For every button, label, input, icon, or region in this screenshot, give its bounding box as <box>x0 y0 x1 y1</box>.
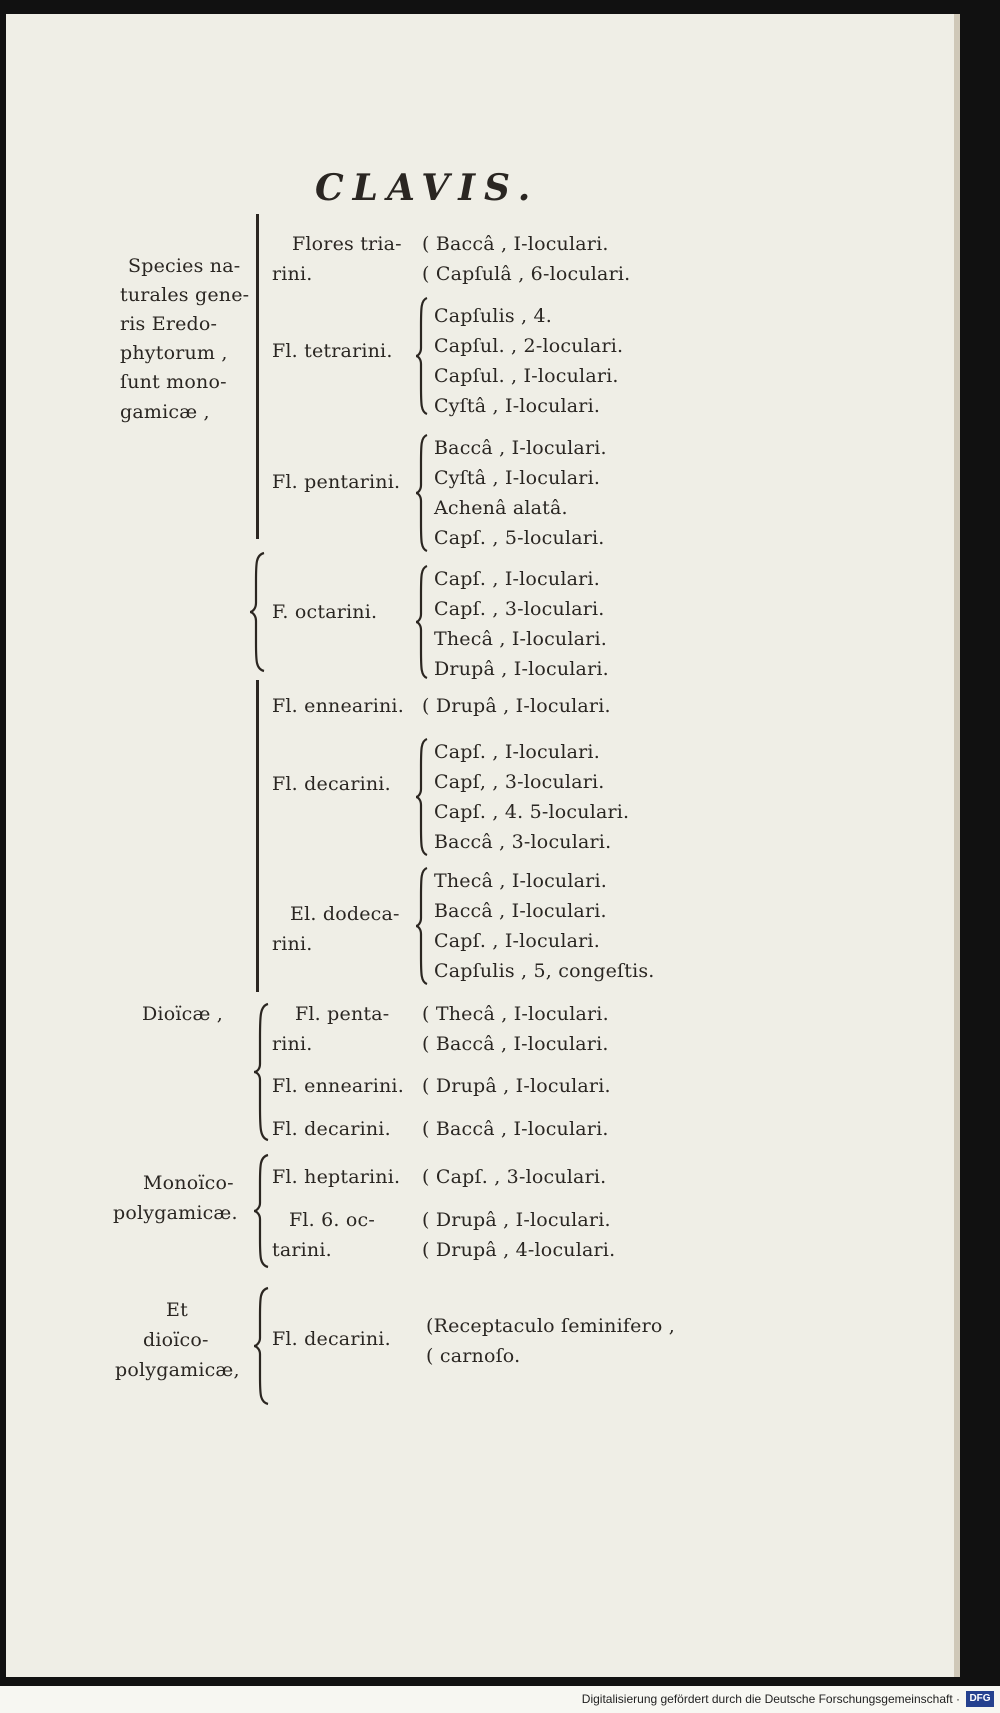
dfg-logo: DFG <box>966 1691 994 1707</box>
brace-decarini <box>414 737 430 857</box>
group-rule-lower <box>256 680 259 992</box>
brace-dioico <box>252 1286 272 1406</box>
brace-octarini-group <box>248 551 268 673</box>
flower-dioicae-decarini: Fl. decarini. <box>272 1118 391 1140</box>
footer-bar <box>0 1686 1000 1713</box>
brace-dioicae <box>252 1002 272 1142</box>
flower-ennearini: Fl. ennearini. <box>272 695 404 717</box>
brace-monoico <box>252 1153 272 1269</box>
flower-tetrarini: Fl. tetrarini. <box>272 340 393 362</box>
page-edge <box>954 14 960 1677</box>
brace-dodecarini <box>414 866 430 986</box>
brace-tetrarini <box>414 296 430 416</box>
flower-monoico-heptarini: Fl. heptarini. <box>272 1166 401 1188</box>
fruits-dioicae-ennearini: ( Drupâ , I-loculari. <box>422 1075 611 1097</box>
flower-octarini: F. octarini. <box>272 601 378 623</box>
brace-pentarini <box>414 433 430 553</box>
brace-octarini <box>414 564 430 680</box>
group-label-dioicae: Dioïcæ , <box>142 1003 224 1025</box>
flower-dioico-decarini: Fl. decarini. <box>272 1328 391 1350</box>
page-title: CLAVIS. <box>315 167 540 209</box>
flower-decarini: Fl. decarini. <box>272 773 391 795</box>
flower-dioicae-ennearini: Fl. ennearini. <box>272 1075 404 1097</box>
book-page: CLAVIS. Species na- turales gene- ris Eredo- phytorum , ſunt mono- gamicæ , Dioïcæ , Monoïco- polygamicæ. Et dioïco- polygamicæ, Flores tria- rini. Fl. tetrarini. Fl. pentarini. F. octarini. Fl. ennearini. Fl. decarini. El. dodeca- rini. Fl. penta- rini. Fl. ennearini. Fl. decarini. Fl. heptarini. Fl. 6. oc- tarini. Fl. decarini. ( Baccâ , I-loculari. ( Capſulâ , 6-loculari. Capſulis , 4. Capſul. , 2-loculari. Capſul. , I-loculari. Cyſtâ , I-loculari. Baccâ , I-loculari. Cyſtâ , I-loculari. Achenâ alatâ. Capſ. , 5-loculari. Capſ. , I-loculari. Capſ. , 3-loculari. Thecâ , I-loculari. Drupâ , I-loculari. ( Drupâ , I-loculari. Capſ. , I-loculari. Capſ, , 3-loculari. Capſ. , 4. 5-loculari. Baccâ , 3-loculari. Thecâ , I-loculari. Baccâ , I-loculari. Capſ. , I-loculari. Capſulis , 5, congeſtis. ( Thecâ , I-loculari. ( Baccâ , I-loculari. ( Drupâ , I-loculari. ( Baccâ , I-loculari. ( Capſ. , 3-loculari. ( Drupâ , I-loculari. ( Drupâ , 4-loculari. (Receptaculo ſeminifero , ( carnoſo. <box>6 14 954 1677</box>
fruits-monoico-heptarini: ( Capſ. , 3-loculari. <box>422 1166 607 1188</box>
group-rule-upper <box>256 214 259 539</box>
funding-credit: Digitalisierung gefördert durch die Deutsche Forschungsgemeinschaft · <box>581 1692 960 1706</box>
flower-pentarini: Fl. pentarini. <box>272 471 401 493</box>
fruits-ennearini: ( Drupâ , I-loculari. <box>422 695 611 717</box>
fruits-dioicae-decarini: ( Baccâ , I-loculari. <box>422 1118 609 1140</box>
